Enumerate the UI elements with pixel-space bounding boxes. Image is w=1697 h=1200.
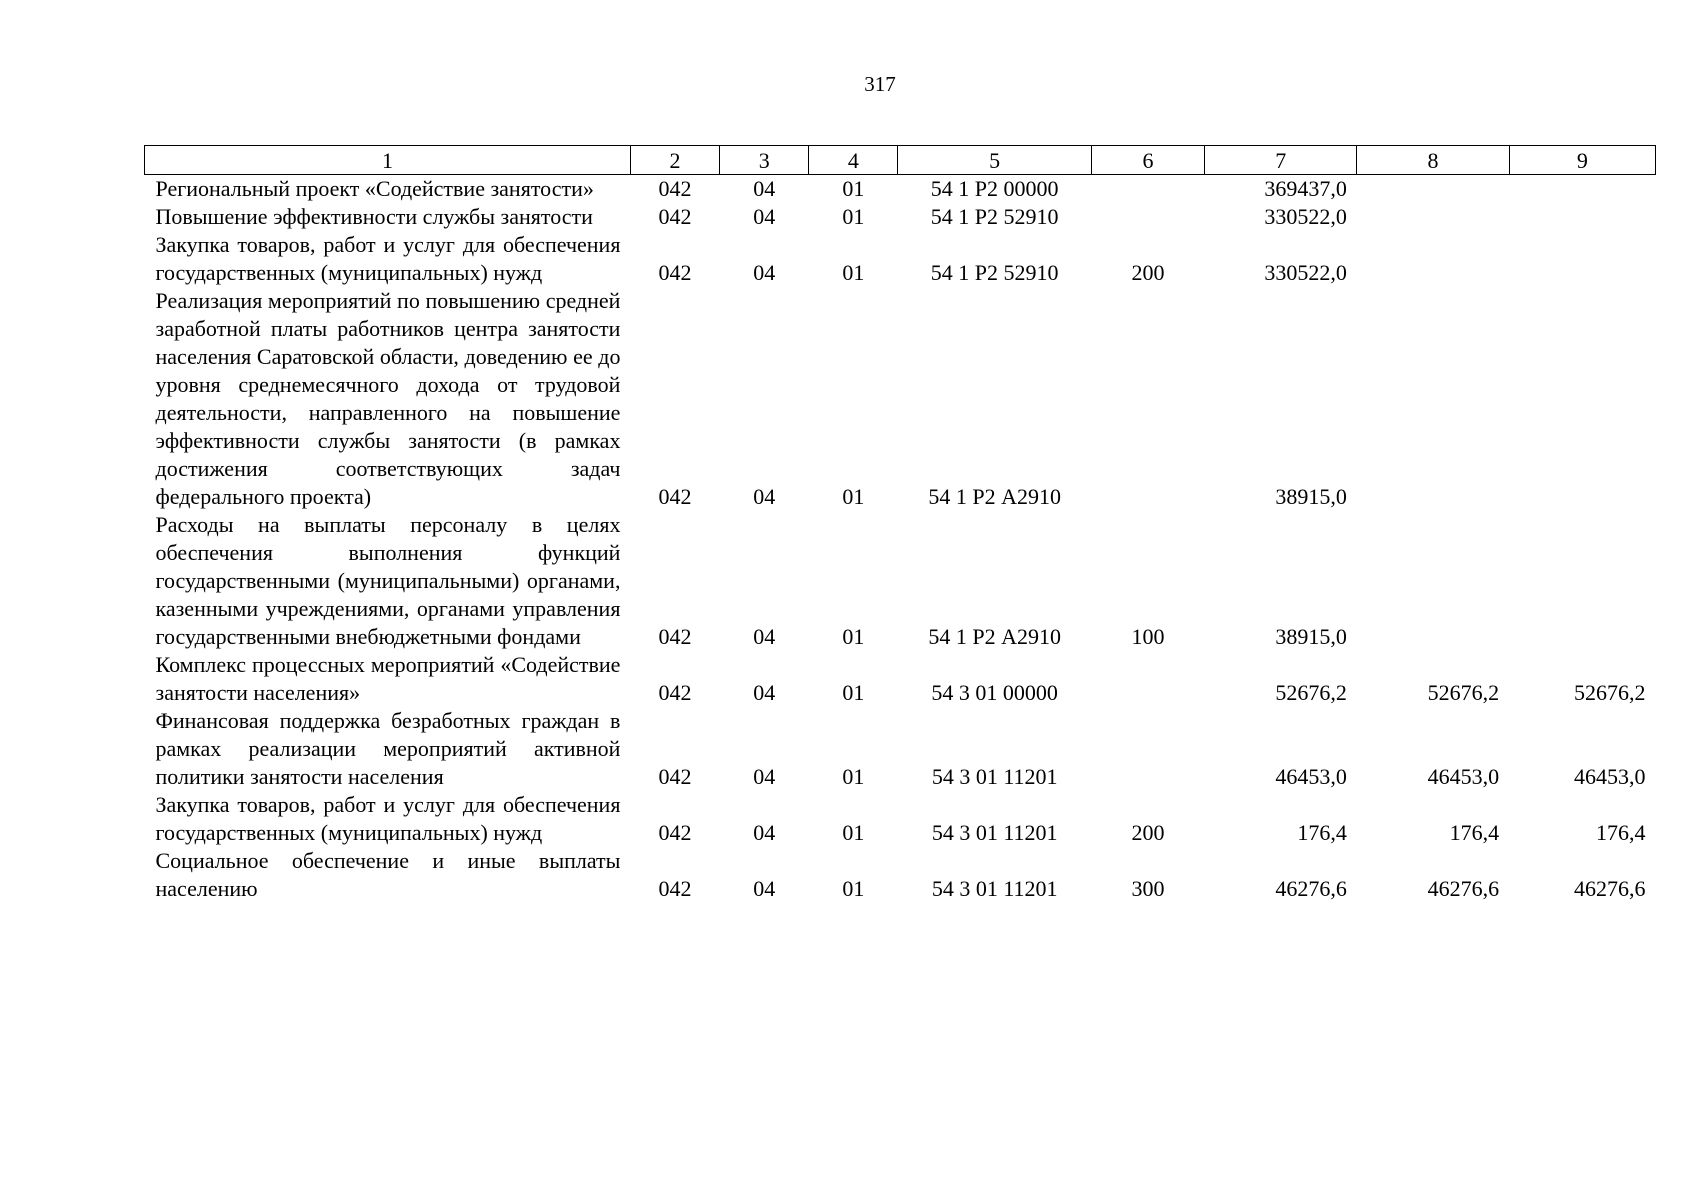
row-expense-type: 100: [1131, 624, 1165, 649]
row-target-code: 54 3 01 11201: [931, 764, 1058, 789]
table-row: [145, 287, 1656, 511]
row-description: Закупка товаров, работ и услуг для обеспечения государственных (муниципальных) нужд: [155, 792, 621, 845]
row-section-code: 04: [753, 876, 776, 901]
column-header-6: 6: [1091, 146, 1204, 175]
row-section-code: 04: [753, 680, 776, 705]
column-header-8: 8: [1357, 146, 1509, 175]
row-section-code: 04: [753, 764, 776, 789]
row-amount-col8: 52676,2: [1427, 680, 1500, 705]
table-row: [145, 231, 1656, 287]
row-amount-col9: 176,4: [1596, 820, 1646, 845]
row-expense-type: [1091, 287, 1204, 511]
row-expense-type: 200: [1131, 820, 1165, 845]
row-subsection-code: 01: [842, 680, 865, 705]
row-expense-type: 300: [1131, 876, 1165, 901]
row-expense-type: [1091, 203, 1204, 231]
row-target-code: 54 1 Р2 52910: [930, 260, 1059, 285]
row-subsection-code: 01: [842, 176, 865, 201]
table-row: [145, 847, 1656, 903]
row-amount-col8: 46453,0: [1427, 764, 1500, 789]
row-target-code: 54 1 Р2 А2910: [928, 484, 1061, 509]
row-description: Закупка товаров, работ и услуг для обеспечения государственных (муниципальных) нужд: [155, 232, 621, 285]
table-row: [145, 511, 1656, 651]
row-amount-col7: 330522,0: [1264, 260, 1347, 285]
row-ministry-code: 042: [658, 876, 692, 901]
table-row: [145, 203, 1656, 231]
row-section-code: 04: [753, 204, 776, 229]
row-ministry-code: 042: [658, 484, 692, 509]
row-target-code: 54 3 01 11201: [931, 876, 1058, 901]
row-subsection-code: 01: [842, 204, 865, 229]
row-ministry-code: 042: [658, 176, 692, 201]
row-section-code: 04: [753, 176, 776, 201]
table-row: [145, 651, 1656, 707]
row-amount-col9: 46276,6: [1574, 876, 1646, 901]
table-row: [145, 175, 1656, 204]
row-ministry-code: 042: [658, 680, 692, 705]
row-amount-col7: 46276,6: [1275, 876, 1347, 901]
row-amount-col7: 330522,0: [1264, 204, 1347, 229]
row-amount-col7: 46453,0: [1275, 764, 1347, 789]
row-ministry-code: 042: [658, 204, 692, 229]
row-section-code: 04: [753, 820, 776, 845]
row-description: Повышение эффективности службы занятости: [155, 204, 593, 229]
row-amount-col9: [1509, 175, 1655, 204]
row-section-code: 04: [753, 624, 776, 649]
row-target-code: 54 3 01 11201: [931, 820, 1058, 845]
row-ministry-code: 042: [658, 764, 692, 789]
row-ministry-code: 042: [658, 820, 692, 845]
row-subsection-code: 01: [842, 484, 865, 509]
row-amount-col9: [1509, 511, 1655, 651]
row-amount-col9: [1509, 287, 1655, 511]
row-description: Социальное обеспечение и иные выплаты населению: [155, 848, 621, 901]
row-amount-col9: 52676,2: [1574, 680, 1646, 705]
row-expense-type: 200: [1131, 260, 1165, 285]
row-amount-col7: 176,4: [1297, 820, 1347, 845]
row-ministry-code: 042: [658, 624, 692, 649]
row-expense-type: [1091, 707, 1204, 791]
row-target-code: 54 3 01 00000: [931, 680, 1058, 705]
row-amount-col7: 38915,0: [1275, 624, 1347, 649]
column-header-7: 7: [1205, 146, 1357, 175]
row-amount-col7: 369437,0: [1264, 176, 1347, 201]
row-amount-col9: [1509, 203, 1655, 231]
row-description: Расходы на выплаты персоналу в целях обеспечения выполнения функций государственными (муниципальными) органами, казенными учреждениями, органами управления государственными внебюджетными фондами: [155, 512, 621, 649]
row-amount-col8: [1357, 231, 1509, 287]
row-target-code: 54 1 Р2 52910: [930, 204, 1059, 229]
row-amount-col7: 38915,0: [1275, 484, 1347, 509]
row-amount-col7: 52676,2: [1275, 680, 1347, 705]
page-number: 317: [864, 72, 896, 96]
table-body: [145, 175, 1656, 904]
column-header-3: 3: [720, 146, 809, 175]
row-ministry-code: 042: [658, 260, 692, 285]
table-header: [145, 146, 1656, 175]
row-amount-col8: 46276,6: [1427, 876, 1500, 901]
column-header-1: 1: [145, 146, 631, 175]
budget-table: [144, 145, 1656, 903]
row-description: Региональный проект «Содействие занятости»: [155, 176, 594, 201]
row-subsection-code: 01: [842, 764, 865, 789]
column-header-9: 9: [1509, 146, 1655, 175]
row-description: Комплекс процессных мероприятий «Содействие занятости населения»: [155, 652, 621, 705]
row-amount-col8: 176,4: [1449, 820, 1500, 845]
row-subsection-code: 01: [842, 820, 865, 845]
row-amount-col9: 46453,0: [1574, 764, 1646, 789]
row-target-code: 54 1 Р2 00000: [930, 176, 1059, 201]
row-amount-col8: [1357, 287, 1509, 511]
column-header-4: 4: [809, 146, 898, 175]
table-row: [145, 707, 1656, 791]
row-section-code: 04: [753, 260, 776, 285]
row-amount-col8: [1357, 203, 1509, 231]
column-header-2: 2: [630, 146, 719, 175]
row-amount-col8: [1357, 175, 1509, 204]
row-expense-type: [1091, 651, 1204, 707]
row-description: Реализация мероприятий по повышению средней заработной платы работников центра занятости населения Саратовской области, доведению ее до уровня среднемесячного дохода от трудовой деятельности, направленного на повышение эффективности службы занятости (в рамках достижения соответствующих задач федерального проекта): [155, 288, 621, 509]
row-subsection-code: 01: [842, 624, 865, 649]
row-amount-col9: [1509, 231, 1655, 287]
row-amount-col8: [1357, 511, 1509, 651]
row-subsection-code: 01: [842, 876, 865, 901]
row-expense-type: [1091, 175, 1204, 204]
row-target-code: 54 1 Р2 А2910: [928, 624, 1061, 649]
column-header-5: 5: [898, 146, 1091, 175]
row-description: Финансовая поддержка безработных граждан в рамках реализации мероприятий активной политики занятости населения: [155, 708, 621, 789]
row-subsection-code: 01: [842, 260, 865, 285]
table-row: [145, 791, 1656, 847]
header-row: [145, 146, 1656, 175]
row-section-code: 04: [753, 484, 776, 509]
